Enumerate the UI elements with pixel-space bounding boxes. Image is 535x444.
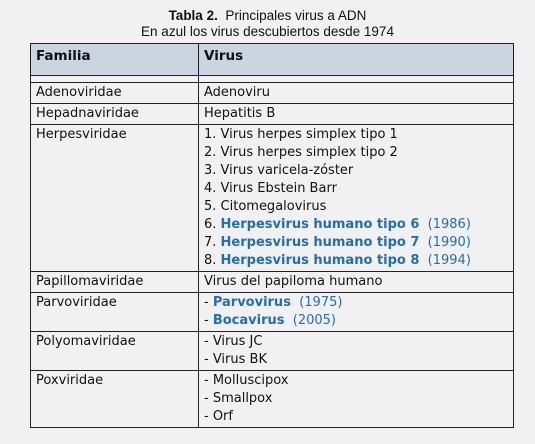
virus-entry: 2. Virus herpes simplex tipo 2 — [204, 145, 398, 160]
virus-name-highlight: Bocavirus — [212, 313, 285, 328]
family-cell: Hepadnaviridae — [31, 104, 199, 125]
virus-name-highlight: Herpesvirus humano tipo 8 — [220, 253, 420, 268]
table-row — [31, 125, 514, 272]
table-row — [31, 371, 514, 428]
family-cell: Poxviridae — [31, 371, 199, 428]
table-row — [31, 332, 514, 371]
virus-cell — [199, 293, 514, 332]
caption-title: Principales virus a ADN — [225, 8, 367, 23]
header-familia: Familia — [31, 44, 199, 76]
virus-entry — [204, 216, 508, 234]
virus-prefix: - — [204, 295, 213, 310]
table-row — [31, 272, 514, 293]
virus-entry: 5. Citomegalovirus — [204, 199, 327, 214]
table-header-row — [31, 44, 514, 76]
virus-prefix: 6. — [204, 217, 221, 232]
virus-year: (1975) — [299, 295, 343, 310]
caption-label: Tabla 2. — [168, 8, 218, 23]
table-caption — [0, 8, 535, 40]
virus-entry: Virus del papiloma humano — [204, 274, 383, 289]
virus-entry: 4. Virus Ebstein Barr — [204, 181, 337, 196]
virus-year: (1990) — [427, 235, 471, 250]
virus-cell — [199, 125, 514, 272]
family-cell: Adenoviridae — [31, 83, 199, 104]
virus-entry — [204, 294, 508, 312]
virus-entry: 1. Virus herpes simplex tipo 1 — [204, 127, 398, 142]
virus-cell — [199, 83, 514, 104]
virus-entry: Hepatitis B — [204, 106, 276, 121]
table-row — [31, 104, 514, 125]
virus-entry: - Virus BK — [204, 352, 267, 367]
virus-year: (1994) — [427, 253, 471, 268]
virus-entry — [204, 312, 508, 330]
virus-year: (1986) — [427, 217, 471, 232]
caption-title-line — [0, 8, 535, 24]
virus-entry — [204, 252, 508, 270]
caption-subtitle: En azul los virus descubiertos desde 1974 — [141, 24, 394, 39]
virus-entry — [204, 234, 508, 252]
virus-cell — [199, 272, 514, 293]
virus-prefix: 7. — [204, 235, 221, 250]
virus-cell — [199, 332, 514, 371]
family-cell: Parvoviridae — [31, 293, 199, 332]
virus-entry: - Virus JC — [204, 334, 263, 349]
virus-cell — [199, 371, 514, 428]
virus-cell — [199, 104, 514, 125]
virus-entry: 3. Virus varicela-zóster — [204, 163, 354, 178]
family-cell: Polyomaviridae — [31, 332, 199, 371]
virus-year: (2005) — [292, 313, 336, 328]
virus-name-highlight: Herpesvirus humano tipo 6 — [220, 217, 420, 232]
table-body — [31, 76, 514, 428]
virus-entry: - Orf — [204, 409, 233, 424]
virus-entry: - Molluscipox — [204, 373, 289, 388]
virus-entry: Adenoviru — [204, 85, 270, 100]
virus-name-highlight: Herpesvirus humano tipo 7 — [220, 235, 420, 250]
header-virus: Virus — [199, 44, 514, 76]
table-spacer-row — [31, 76, 514, 83]
virus-entry: - Smallpox — [204, 391, 273, 406]
table-row — [31, 83, 514, 104]
virus-prefix: 8. — [204, 253, 221, 268]
virus-table — [30, 43, 514, 428]
family-cell: Papillomaviridae — [31, 272, 199, 293]
virus-name-highlight: Parvovirus — [212, 295, 291, 310]
family-cell: Herpesviridae — [31, 125, 199, 272]
table-row — [31, 293, 514, 332]
virus-prefix: - — [204, 313, 213, 328]
